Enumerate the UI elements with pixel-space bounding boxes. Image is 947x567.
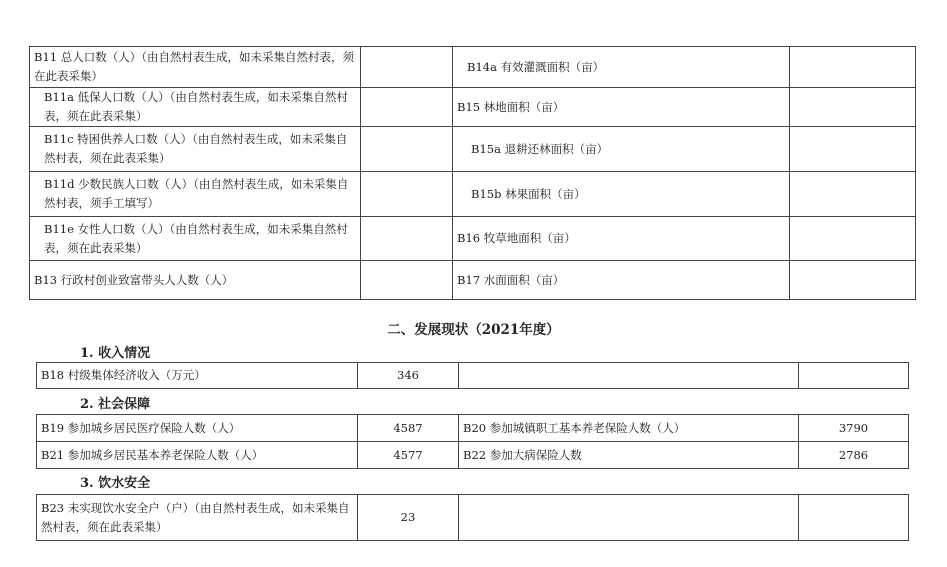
- field-value-b11[interactable]: [361, 47, 453, 88]
- field-label-b22: B22 参加大病保险人数: [459, 442, 799, 469]
- table-row: [30, 172, 916, 217]
- field-label-b16: B16 牧草地面积（亩）: [453, 217, 790, 261]
- field-value-b22[interactable]: 2786: [799, 442, 909, 469]
- table-row: [30, 88, 916, 127]
- water-safety-heading: 3. 饮水安全: [80, 476, 151, 491]
- table-row: [30, 261, 916, 300]
- field-value-b15a[interactable]: [790, 127, 916, 172]
- field-value-b20[interactable]: 3790: [799, 415, 909, 442]
- field-value-b14a[interactable]: [790, 47, 916, 88]
- income-table: [36, 362, 909, 389]
- field-label-b11e: B11e 女性人口数（人）（由自然村表生成，如未采集自然村表，须在此表采集）: [30, 217, 361, 261]
- table-row: [30, 217, 916, 261]
- income-heading: 1. 收入情况: [80, 346, 151, 361]
- empty-label-cell: [459, 363, 799, 389]
- field-value-b18[interactable]: 346: [358, 363, 459, 389]
- field-label-b11d: B11d 少数民族人口数（人）（由自然村表生成，如未采集自然村表，须手工填写）: [30, 172, 361, 217]
- field-label-b15b: B15b 林果面积（亩）: [453, 172, 790, 217]
- field-value-b13[interactable]: [361, 261, 453, 300]
- field-label-b19: B19 参加城乡居民医疗保险人数（人）: [37, 415, 358, 442]
- field-value-b15[interactable]: [790, 88, 916, 127]
- field-label-b11c: B11c 特困供养人口数（人）（由自然村表生成，如未采集自然村表，须在此表采集）: [30, 127, 361, 172]
- field-value-b16[interactable]: [790, 217, 916, 261]
- field-label-b13: B13 行政村创业致富带头人人数（人）: [30, 261, 361, 300]
- field-label-b21: B21 参加城乡居民基本养老保险人数（人）: [37, 442, 358, 469]
- table-row: [37, 442, 909, 469]
- table-row: [30, 47, 916, 88]
- field-value-b11d[interactable]: [361, 172, 453, 217]
- water-safety-table: [36, 494, 909, 541]
- empty-value-cell[interactable]: [799, 363, 909, 389]
- table-row: [37, 495, 909, 541]
- field-label-b15a: B15a 退耕还林面积（亩）: [453, 127, 790, 172]
- field-label-b17: B17 水面面积（亩）: [453, 261, 790, 300]
- social-security-heading: 2. 社会保障: [80, 397, 151, 412]
- field-value-b17[interactable]: [790, 261, 916, 300]
- table-row: [30, 127, 916, 172]
- table-row: [37, 363, 909, 389]
- empty-label-cell: [459, 495, 799, 541]
- field-value-b19[interactable]: 4587: [358, 415, 459, 442]
- field-label-b15: B15 林地面积（亩）: [453, 88, 790, 127]
- section-title: 二、发展现状（2021年度）: [387, 322, 560, 338]
- table-row: [37, 415, 909, 442]
- basic-info-table: [29, 46, 916, 300]
- field-label-b18: B18 村级集体经济收入（万元）: [37, 363, 358, 389]
- empty-value-cell[interactable]: [799, 495, 909, 541]
- field-value-b11c[interactable]: [361, 127, 453, 172]
- field-value-b21[interactable]: 4577: [358, 442, 459, 469]
- field-label-b23: B23 未实现饮水安全户（户）（由自然村表生成，如未采集自然村表，须在此表采集）: [37, 495, 358, 541]
- field-value-b11a[interactable]: [361, 88, 453, 127]
- field-value-b11e[interactable]: [361, 217, 453, 261]
- field-label-b11: B11 总人口数（人）（由自然村表生成，如未采集自然村表，须在此表采集）: [30, 47, 361, 88]
- field-label-b11a: B11a 低保人口数（人）（由自然村表生成，如未采集自然村表，须在此表采集）: [30, 88, 361, 127]
- social-security-table: [36, 414, 909, 469]
- field-value-b15b[interactable]: [790, 172, 916, 217]
- field-label-b14a: B14a 有效灌溉面积（亩）: [453, 47, 790, 88]
- field-label-b20: B20 参加城镇职工基本养老保险人数（人）: [459, 415, 799, 442]
- field-value-b23[interactable]: 23: [358, 495, 459, 541]
